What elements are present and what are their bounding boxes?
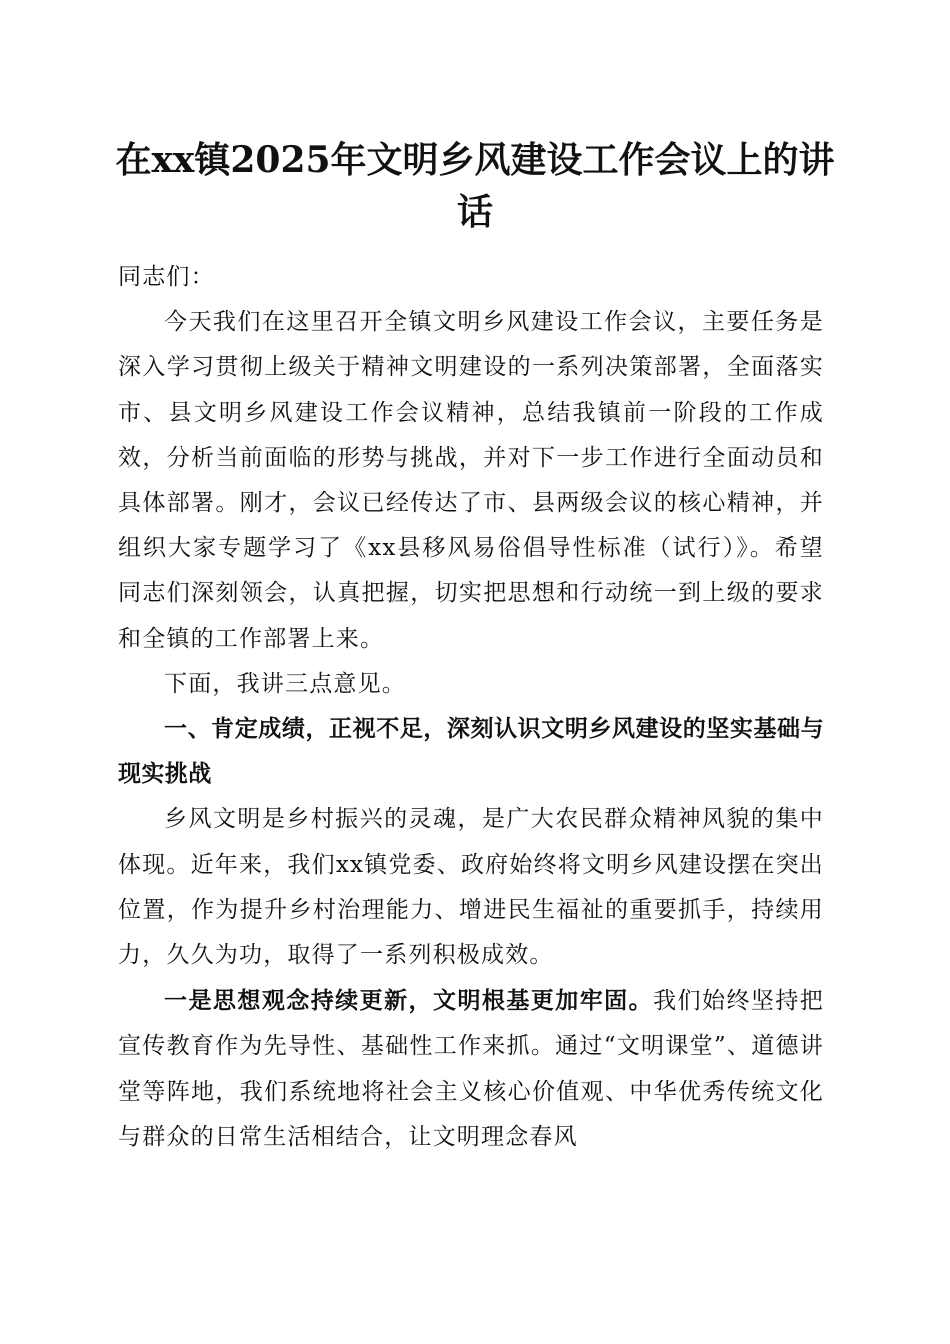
salutation: 同志们： xyxy=(118,264,215,290)
point-1-lead: 一是思想观念持续更新，文明根基更加牢固。 xyxy=(164,987,654,1015)
section-1-paragraph: 乡风文明是乡村振兴的灵魂，是广大农民群众精神风貌的集中体现。近年来，我们xx镇党委、政府始终将文明乡风建设摆在突出位置，作为提升乡村治理能力、增进民生福祉的重要抓手，持续用力，久久为功，取得了一系列积极成效。 xyxy=(118,806,824,969)
transition-paragraph: 下面，我讲三点意见。 xyxy=(164,670,406,697)
document-body xyxy=(118,255,824,1160)
document-title: 在xx镇2025年文明乡风建设工作会议上的讲话 xyxy=(115,139,835,233)
section-1-point-1 xyxy=(118,978,824,1160)
section-1-heading: 一、肯定成绩，正视不足，深刻认识文明乡风建设的坚实基础与现实挑战 xyxy=(118,716,824,788)
point-1-text: 我们始终坚持把宣传教育作为先导性、基础性工作来抓。通过“文明课堂”、道德讲堂等阵地，我们系统地将社会主义核心价值观、中华优秀传统文化与群众的日常生活相结合，让文明理念春风 xyxy=(118,988,824,1150)
intro-paragraph: 今天我们在这里召开全镇文明乡风建设工作会议，主要任务是深入学习贯彻上级关于精神文明建设的一系列决策部署，全面落实市、县文明乡风建设工作会议精神，总结我镇前一阶段的工作成效，分析当前面临的形势与挑战，并对下一步工作进行全面动员和具体部署。刚才，会议已经传达了市、县两级会议的核心精神，并组织大家专题学习了《xx县移风易俗倡导性标准（试行）》。希望同志们深刻领会，认真把握，切实把思想和行动统一到上级的要求和全镇的工作部署上来。 xyxy=(118,309,824,652)
